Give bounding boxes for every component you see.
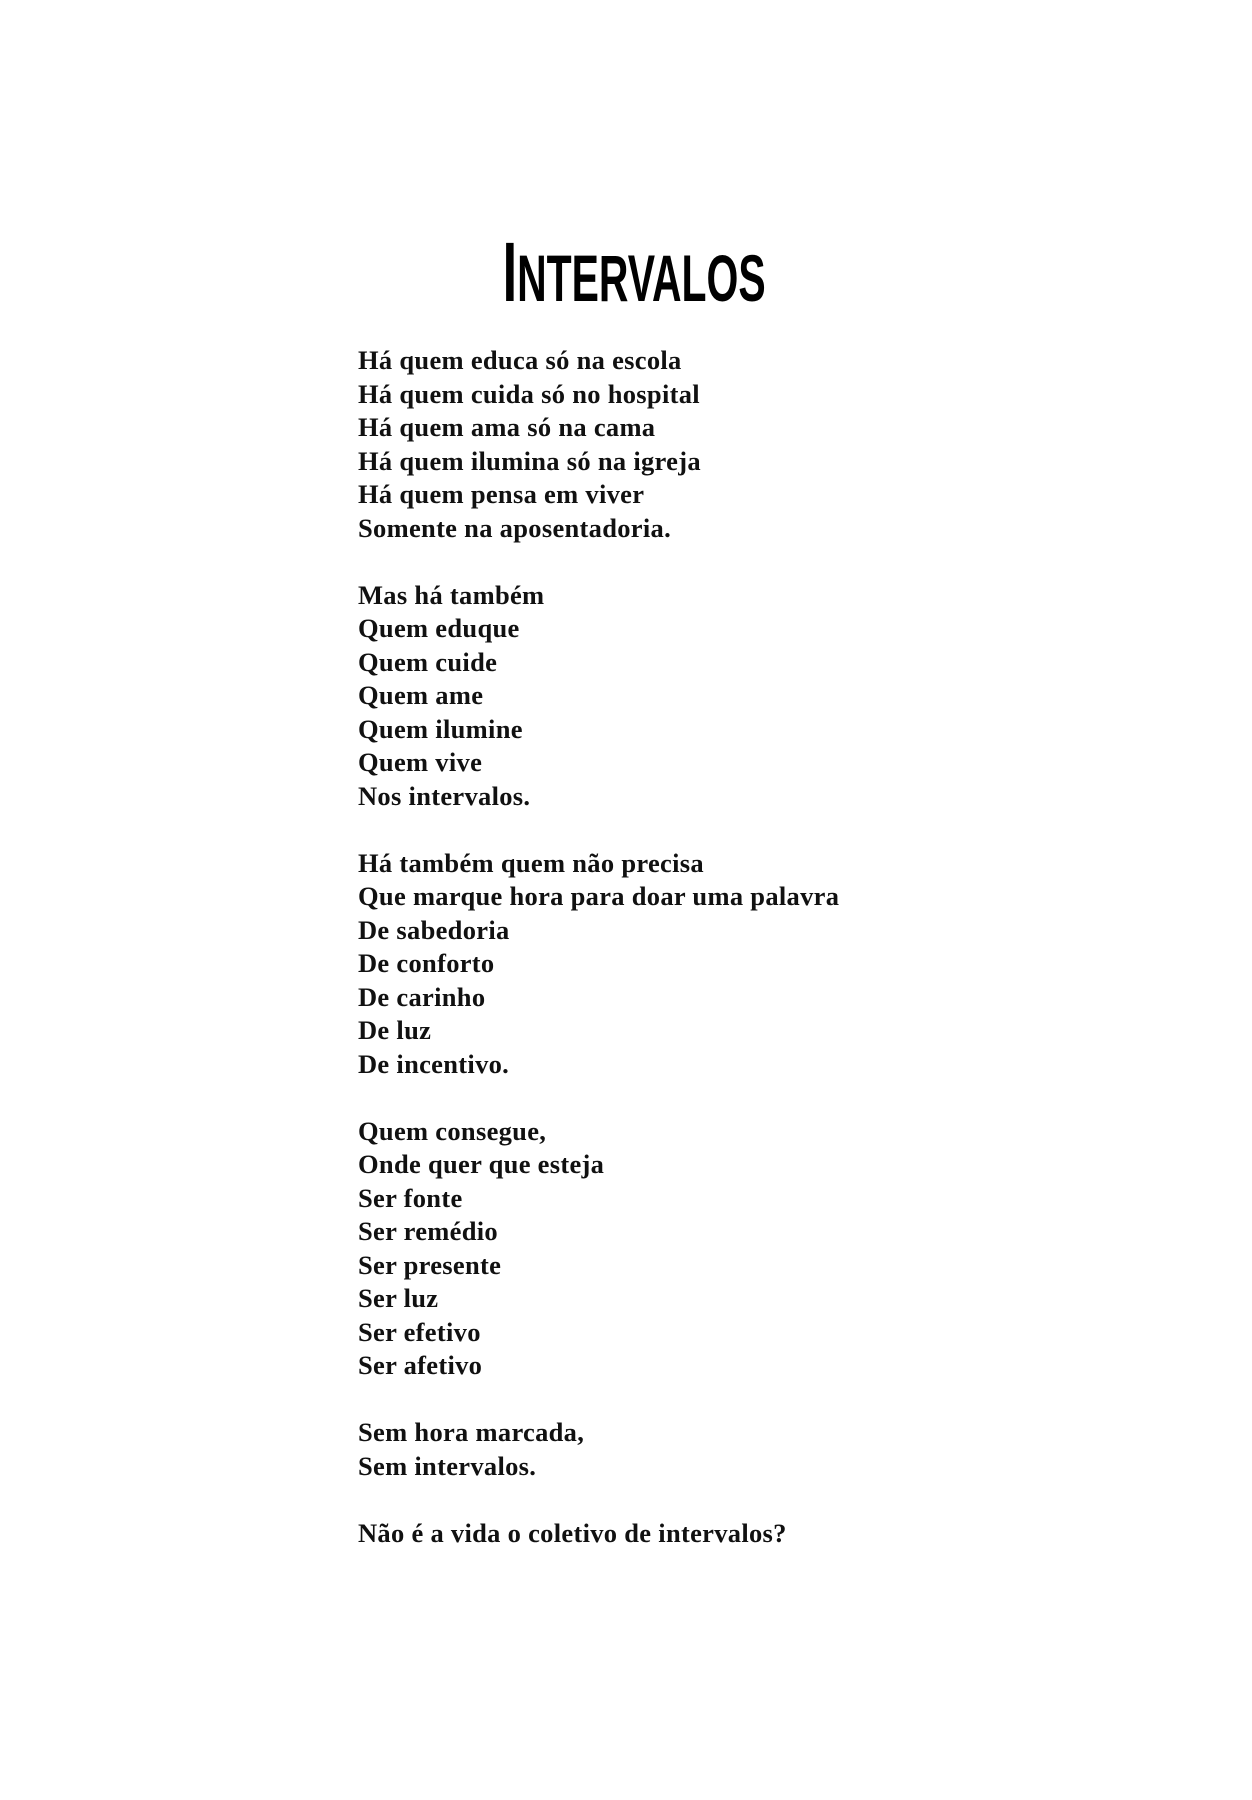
poem-line: De carinho	[358, 981, 486, 1012]
poem-line: Ser fonte	[358, 1182, 463, 1213]
poem-line: Não é a vida o coletivo de intervalos?	[358, 1517, 787, 1548]
poem-line: De conforto	[358, 948, 495, 978]
title-initial: I	[502, 225, 517, 319]
poem-line: Ser luz	[358, 1283, 439, 1313]
poem-line: Quem eduque	[358, 613, 520, 643]
poem-line: Ser efetivo	[358, 1316, 481, 1347]
poem-line: Somente na aposentadoria.	[358, 512, 672, 543]
poem-line: Há quem educa só na escola	[358, 345, 682, 375]
poem-line: De sabedoria	[358, 914, 510, 945]
poem-line: Há também quem não precisa	[358, 847, 704, 878]
poem-line: Quem ame	[358, 680, 484, 710]
poem-line: Mas há também	[358, 579, 545, 610]
poem-line: Que marque hora para doar uma palavra	[358, 881, 840, 911]
poem-line: De incentivo.	[358, 1048, 510, 1079]
poem-line: Quem vive	[358, 747, 483, 777]
stanza	[358, 1517, 1158, 1551]
stanza	[358, 579, 1158, 814]
poem-line: Ser presente	[358, 1249, 502, 1280]
poem-line: Quem ilumine	[358, 713, 523, 744]
poem-line: Há quem cuida só no hospital	[358, 378, 700, 409]
stanza	[358, 1115, 1158, 1383]
poem-line: Onde quer que esteja	[358, 1149, 605, 1179]
poem-title	[0, 225, 1252, 319]
stanza	[358, 1416, 1158, 1483]
poem-line: Há quem ilumina só na igreja	[358, 445, 701, 476]
poem-line: Sem intervalos.	[358, 1450, 537, 1481]
title-rest: NTERVALOS	[516, 241, 766, 315]
poem-body	[358, 344, 1158, 1584]
stanza	[358, 847, 1158, 1082]
poem-line: Quem consegue,	[358, 1115, 547, 1146]
poem-line: Sem hora marcada,	[358, 1417, 585, 1447]
stanza	[358, 344, 1158, 545]
poem-line: Há quem ama só na cama	[358, 412, 656, 442]
poem-line: De luz	[358, 1015, 432, 1045]
poem-line: Há quem pensa em viver	[358, 479, 645, 509]
poem-line: Quem cuide	[358, 646, 498, 677]
poem-line: Ser remédio	[358, 1216, 498, 1246]
poem-line: Ser afetivo	[358, 1350, 483, 1380]
poem-line: Nos intervalos.	[358, 780, 531, 811]
